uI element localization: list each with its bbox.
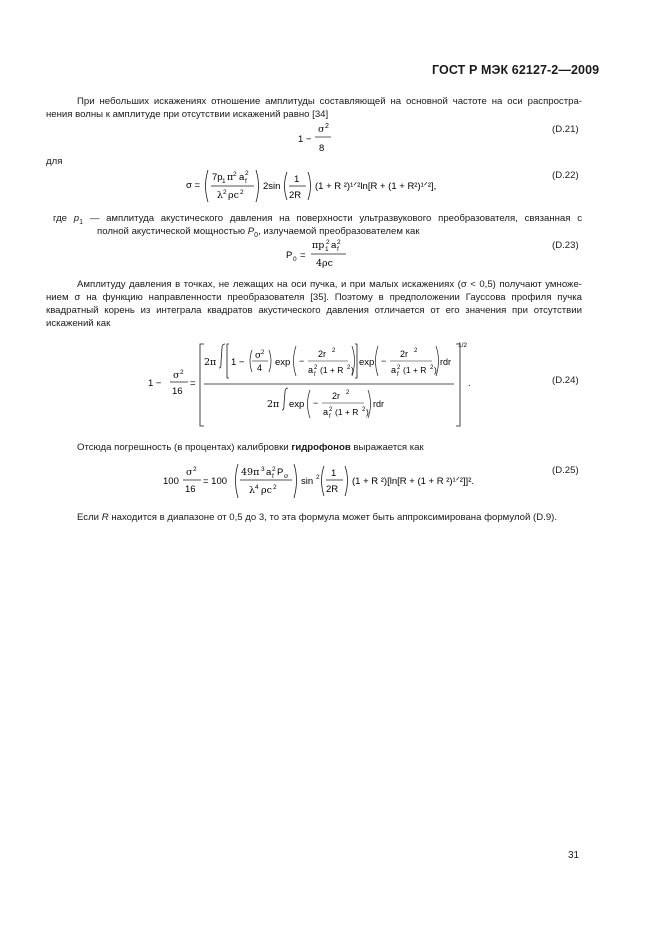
eq-text: (1 + R	[335, 407, 359, 417]
eq-text: a	[391, 365, 397, 375]
eq-text: = 100	[203, 476, 228, 487]
eq-sup: 2	[180, 369, 184, 376]
eq-text: ρc	[261, 485, 272, 496]
eq-sub: f	[329, 414, 331, 420]
eq-text: πp	[312, 240, 325, 251]
paren-left	[294, 346, 297, 376]
eq-text: )	[366, 407, 369, 417]
where-p0: P	[247, 226, 255, 237]
eq-text: 2π	[204, 357, 217, 368]
paragraph-intro	[77, 95, 582, 108]
eq-text: ρc	[228, 190, 239, 201]
text-line: нения волны к амплитуде при отсутствии искажений равно [34]	[46, 109, 329, 120]
eq-sup: 2	[223, 189, 227, 196]
eq-text: 8	[319, 143, 325, 154]
equation-d23	[284, 236, 364, 272]
text-line: искажений как	[46, 318, 111, 329]
eq-text: 49π	[241, 467, 260, 478]
eq-text: 4	[257, 363, 263, 373]
eq-text: exp	[359, 357, 375, 368]
eq-text: 2R	[289, 190, 302, 201]
equation-d25	[161, 460, 491, 504]
paragraph-approx	[77, 511, 582, 524]
document-header: ГОСТ Р МЭК 62127-2—2009	[432, 63, 600, 77]
equation-d23-graphic	[284, 236, 364, 272]
eq-text: 2π	[267, 399, 280, 410]
eq-text: a	[239, 172, 245, 183]
eq-text: σ	[173, 370, 180, 381]
paren-right	[308, 172, 311, 200]
eq-sup: 2	[337, 239, 341, 246]
equation-d21	[296, 122, 356, 156]
eq-text: (1 + R ²)[ln[R + (1 + R ²)¹ᐟ²]]².	[352, 476, 474, 487]
eq-sup: 2	[314, 365, 318, 371]
eq-text: rdr	[373, 399, 384, 409]
where-symbol: p	[73, 213, 80, 224]
eq-sup: 2	[347, 365, 351, 371]
equation-d25-graphic	[161, 460, 491, 504]
eq-text: 7p	[212, 172, 223, 183]
eq-sup: 2	[346, 390, 350, 396]
eq-text: (1 + R	[320, 365, 344, 375]
eq-text: 2R	[326, 484, 339, 495]
paragraph-amplitude	[77, 278, 582, 291]
text-line: квадратный корень из интеграла квадратов акустического давления отличается от его значения при отсутствии	[46, 305, 582, 316]
where-line1: — амплитуда акустического давления на поверхности ультразвукового преобразователя, связанная с	[83, 213, 582, 224]
paren-right	[294, 464, 297, 498]
integral-sign	[219, 344, 225, 368]
eq-text: 100	[163, 476, 179, 487]
where-prefix: где	[53, 213, 74, 224]
paren-right	[256, 170, 259, 202]
eq-text: σ	[318, 124, 325, 135]
eq-sub: 1	[325, 246, 329, 253]
eq-text: −	[299, 356, 305, 366]
eq-sup: 2	[240, 189, 244, 196]
eq-text: 1	[294, 174, 300, 185]
text-dlya: для	[46, 156, 63, 167]
eq-text: 2sin	[263, 181, 281, 192]
paren-left	[250, 350, 252, 372]
eq-text: .	[468, 378, 471, 389]
paren-left	[285, 172, 288, 200]
eq-text: λ	[217, 190, 224, 201]
approx-symbol: R	[101, 512, 109, 523]
where-subscript: 1	[79, 218, 83, 226]
eq-text: σ	[186, 467, 193, 478]
eq-sup: 2	[362, 407, 366, 413]
equation-number-d25: (D.25)	[552, 465, 579, 476]
paren-left	[322, 466, 325, 496]
equation-d21-graphic	[296, 122, 356, 156]
eq-text: 2	[325, 123, 329, 130]
eq-text: 4ρc	[316, 258, 333, 269]
equation-number-d23: (D.23)	[552, 240, 579, 251]
approx-prefix: Если	[77, 512, 102, 523]
integral-sign	[282, 388, 288, 410]
eq-text: (1 + R	[403, 365, 427, 375]
brace-right	[456, 344, 460, 426]
eq-text: rdr	[440, 357, 451, 367]
where-line2a: полной акустической мощностью	[97, 226, 248, 237]
eq-sup: 2	[430, 365, 434, 371]
eq-text: a	[331, 240, 337, 251]
eq-sup: 2	[193, 466, 197, 473]
eq-sup: 2	[332, 348, 336, 354]
equation-d24	[148, 338, 478, 430]
eq-text: 2r	[400, 349, 409, 359]
paren-left	[308, 390, 311, 418]
eq-text: a	[266, 467, 272, 478]
paren-right	[269, 350, 271, 372]
eq-text: (1 + R ²)¹ᐟ²ln[R + (1 + R²)¹ᐟ²],	[315, 181, 437, 192]
eq-sub: f	[314, 372, 316, 378]
eq-text: 16	[185, 484, 196, 495]
eq-sup: 2	[397, 365, 401, 371]
equation-d22-graphic	[184, 164, 484, 208]
eq-sup: 2	[414, 348, 418, 354]
where-line2b: , излучаемой преобразователем как	[258, 226, 420, 237]
eq-text: a	[323, 407, 329, 417]
eq-text: exp	[275, 357, 291, 368]
equation-number-d21: (D.21)	[552, 124, 579, 135]
eq-sub: f	[397, 372, 399, 378]
eq-text: 2r	[318, 349, 327, 359]
eq-text: 1 −	[231, 357, 245, 368]
eq-text: exp	[289, 399, 305, 410]
paren-right	[345, 466, 348, 496]
eq-sup: 2	[326, 239, 330, 246]
eq-sub: f	[272, 473, 274, 480]
bracket-left	[227, 344, 229, 378]
eq-sup: 4	[255, 484, 259, 491]
error-prefix: Отсюда погрешность (в процентах) калибровки	[77, 442, 292, 453]
eq-text: 1 −	[148, 378, 162, 389]
paragraph-amplitude-cont	[46, 291, 582, 330]
equation-d24-graphic	[148, 338, 478, 430]
eq-text: )	[434, 365, 437, 375]
equation-number-d24: (D.24)	[552, 375, 579, 386]
eq-text: =	[190, 378, 196, 389]
eq-text: P	[286, 250, 293, 261]
paragraph-intro-cont	[46, 108, 346, 121]
eq-text: λ	[249, 485, 256, 496]
eq-text: −	[381, 356, 387, 366]
eq-sub: 0	[293, 256, 297, 263]
eq-sup: 2	[233, 171, 237, 178]
eq-sup: 2	[273, 484, 277, 491]
eq-text: a	[308, 365, 314, 375]
text-line: При небольших искажениях отношение амплитуды составляющей на основной частоте на оси распростра-	[77, 96, 582, 107]
where-p0-sub: 0	[254, 231, 259, 239]
eq-sup: 2	[261, 350, 265, 356]
page-number: 31	[568, 850, 580, 861]
eq-sup: 1/2	[458, 342, 468, 349]
eq-sup: 2	[316, 474, 320, 481]
approx-suffix: находится в диапазоне от 0,5 до 3, то эта формула может быть аппроксимирована формулой (D.9).	[108, 512, 558, 523]
eq-text: 1 −	[298, 134, 312, 145]
eq-sup: 2	[272, 466, 276, 473]
eq-sub: f	[245, 178, 247, 185]
eq-text: σ =	[186, 180, 201, 191]
eq-text: =	[300, 250, 306, 261]
paragraph-error	[77, 441, 497, 454]
eq-text: P	[277, 467, 284, 478]
bracket-right	[355, 344, 357, 378]
equation-d22	[184, 164, 484, 208]
equation-number-d22: (D.22)	[552, 170, 579, 181]
eq-sup: 3	[261, 466, 265, 473]
eq-sup: 2	[329, 407, 333, 413]
eq-text: 16	[172, 386, 183, 397]
eq-text: )	[351, 365, 354, 375]
paren-left	[206, 170, 209, 202]
error-bold: гидрофонов	[291, 442, 351, 453]
eq-text: σ	[255, 351, 262, 361]
error-suffix: выражается как	[350, 442, 424, 453]
eq-sub: f	[337, 246, 339, 253]
eq-text: 1	[331, 468, 337, 479]
eq-sub: 1	[222, 178, 226, 185]
text-line: Амплитуду давления в точках, не лежащих на оси пучка, и при малых искажениях (σ < 0,5) получают умноже-	[77, 279, 582, 290]
eq-text: −	[313, 398, 319, 408]
paren-left	[236, 464, 239, 498]
eq-sub: σ	[284, 472, 289, 480]
eq-text: sin	[301, 476, 314, 487]
text-line: нием σ на функцию направленности преобразователя [35]. Поэтому в предположении Гауссова профиля пучка	[46, 292, 582, 303]
eq-text: 2r	[332, 391, 341, 401]
paren-left	[376, 346, 379, 376]
eq-text: π	[227, 172, 234, 183]
eq-sup: 2	[245, 170, 249, 177]
